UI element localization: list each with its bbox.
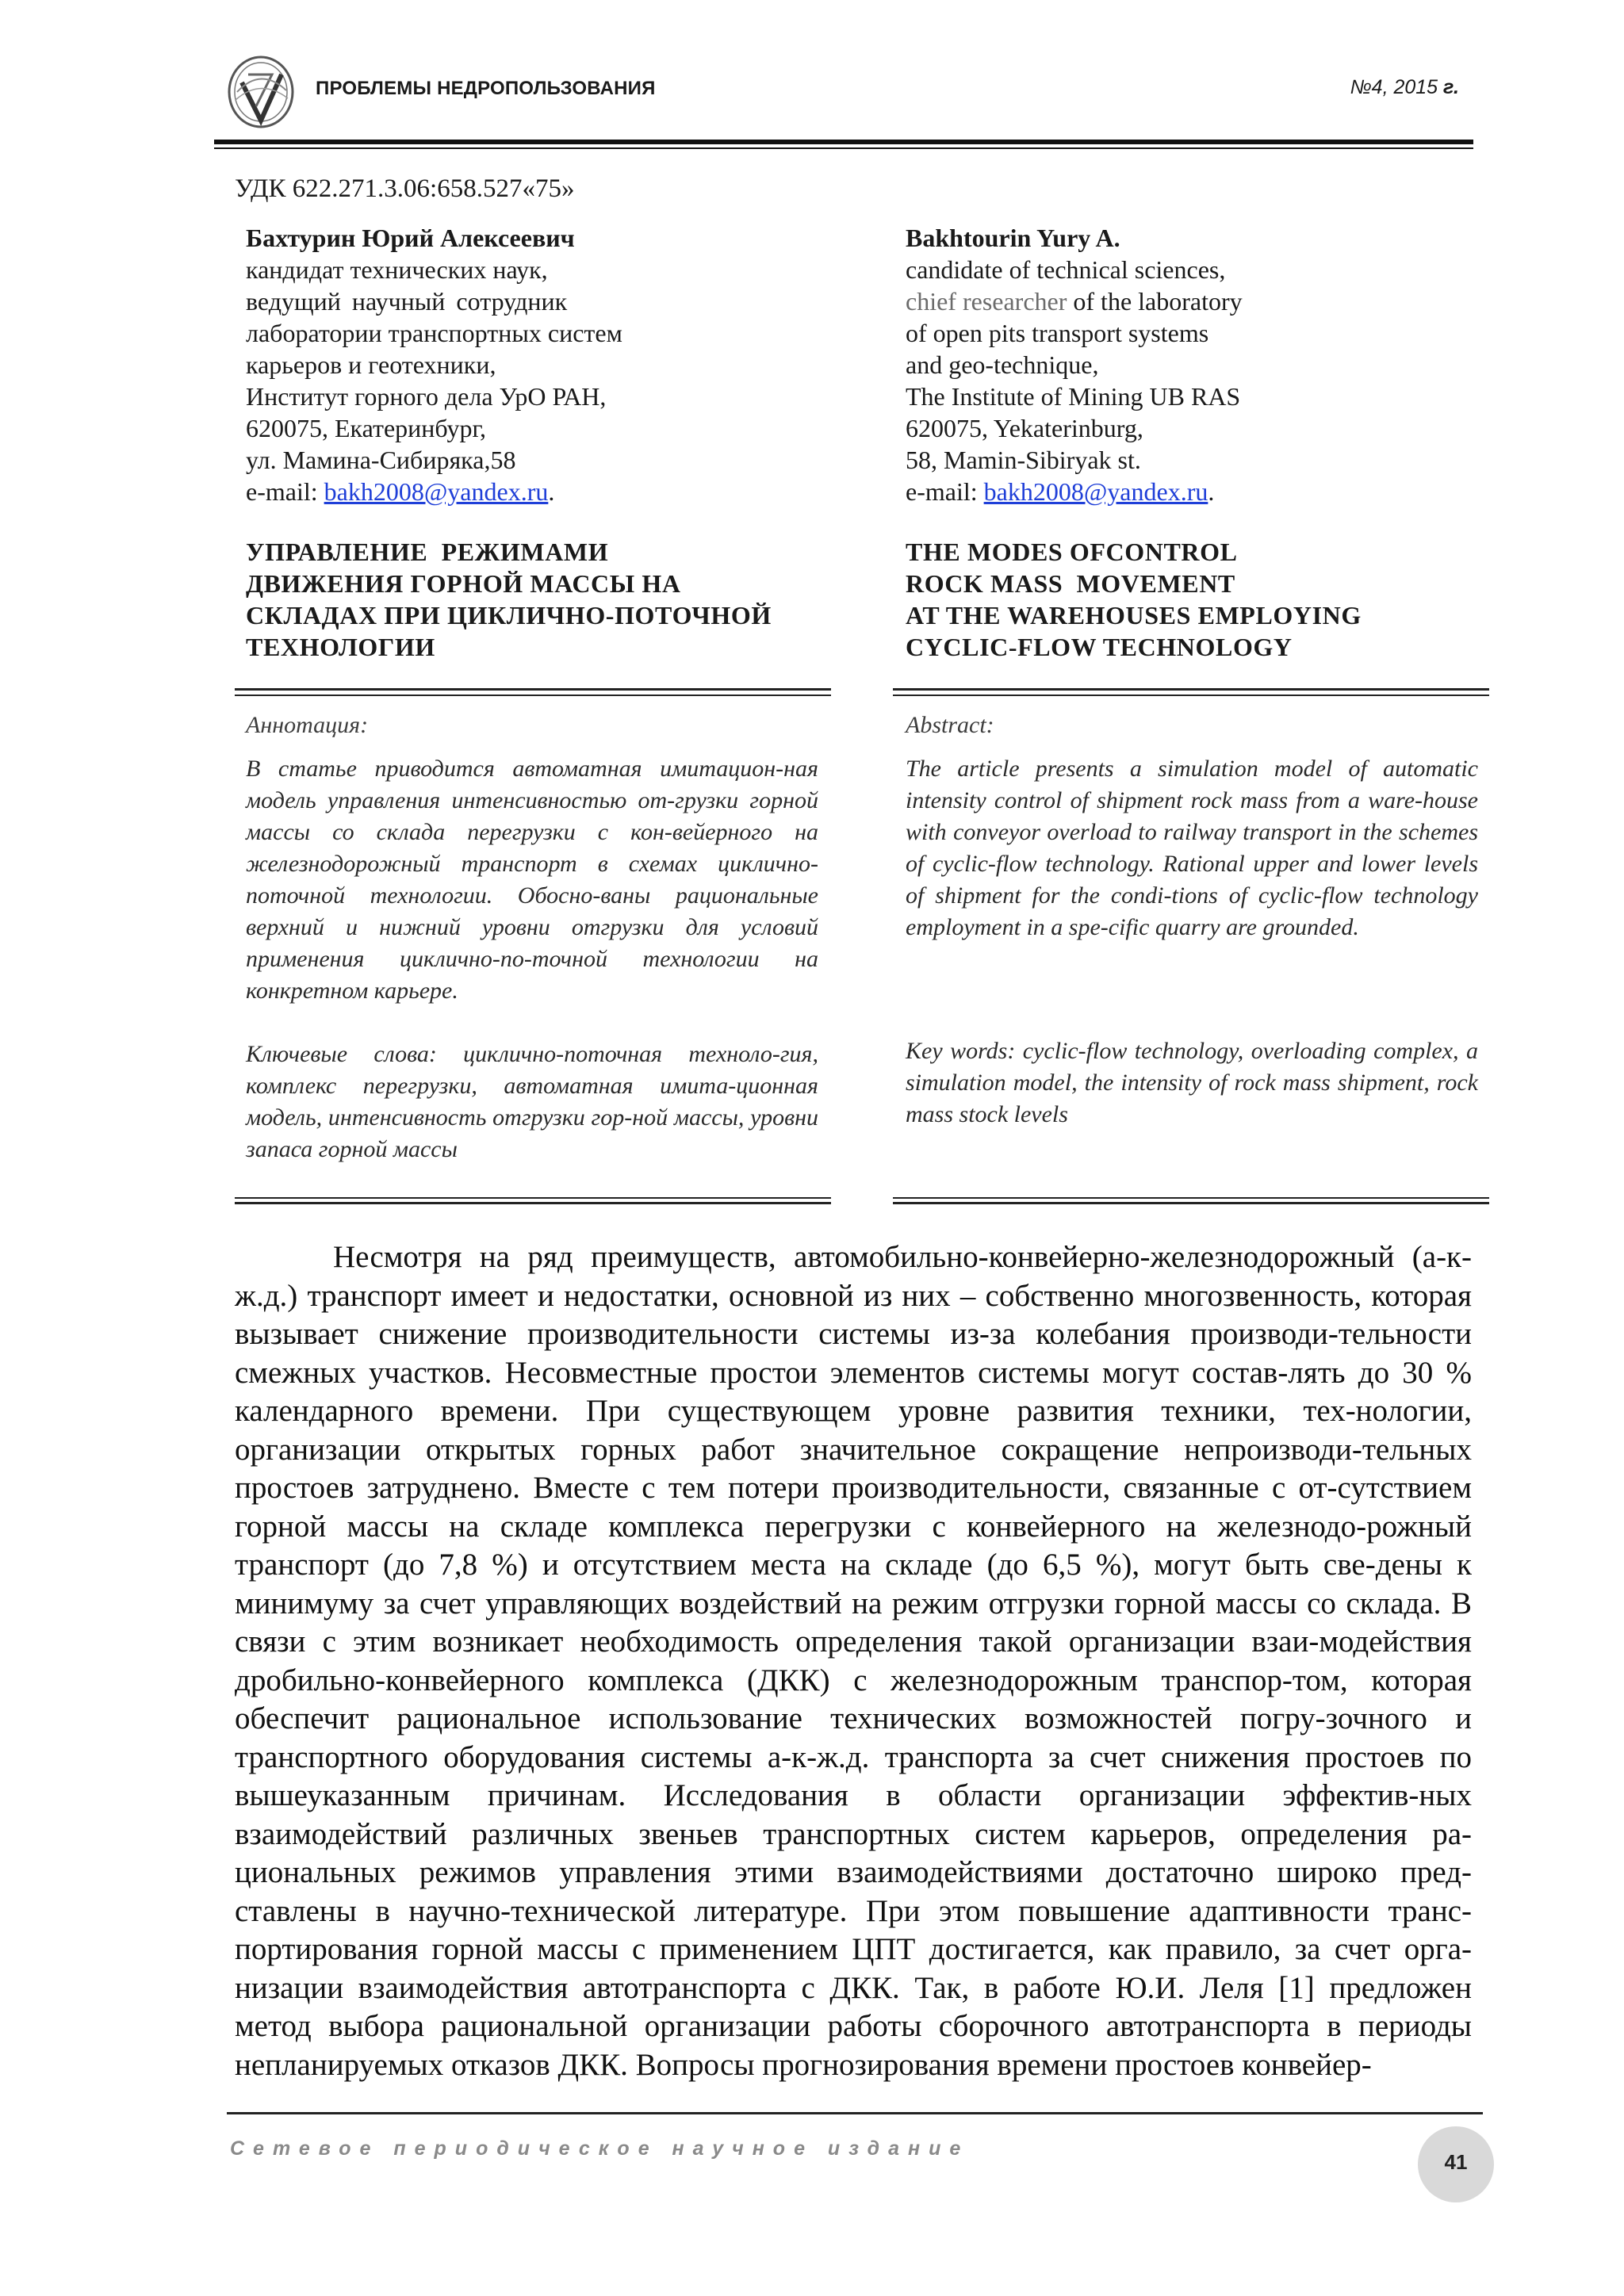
author-name-en: Bakhtourin Yury A. (906, 224, 1120, 252)
author-line: of open pits transport systems (906, 319, 1209, 347)
abstract-text-en: The article presents a simulation model of automatic intensity control of shipment rock mass from a ware-house with conveyor overload to railway transport in the schemes of cyclic-flow technology. Rational upper and lower levels of shipment for the condi-tions of cyclic-flow technology employment in a spe-cific quarry are grounded. (906, 756, 1478, 940)
author-info-ru (246, 222, 833, 507)
udk-code: УДК 622.271.3.06:658.527«75» (235, 174, 575, 203)
author-line: and geo-technique, (906, 350, 1099, 379)
email-line-ru: e-mail: bakh2008@yandex.ru. (246, 477, 555, 506)
abstract-label-ru: Аннотация: (246, 712, 369, 738)
footer-text: Сетевое периодическое научное издание (230, 2137, 970, 2160)
footer-rule (227, 2112, 1483, 2114)
section-rule (893, 1197, 1489, 1199)
author-line: 620075, Yekaterinburg, (906, 414, 1143, 442)
author-line: 620075, Екатеринбург, (246, 414, 486, 442)
abstract-en (906, 712, 1478, 1127)
page-number: 41 (1444, 2150, 1468, 2174)
author-line: 58, Mamin-Sibiryak st. (906, 446, 1141, 474)
keywords-en: Key words: cyclic-flow technology, overloading complex, a simulation model, the intensity of rock mass shipment, rock mass stock levels (906, 1038, 1478, 1127)
abstract-text-ru: В статье приводится автоматная имитацион-ная модель управления интенсивностью от-грузки горной массы со склада перегрузки с кон-вейерного на железнодорожный транспорт в схемах циклично-поточной технологии. Обосно-ваны рациональные верхний и нижний уровни отгрузки для условий применения циклично-по-точной технологии на конкретном карьере. (246, 756, 818, 1004)
author-line: ул. Мамина-Сибиряка,58 (246, 446, 516, 474)
body-paragraph: Несмотря на ряд преимуществ, автомобильно-конвейерно-железнодорожный (а-к-ж.д.) транспорт имеет и недостатки, основной из них – собственно многозвенность, которая вызывает снижение производительности системы из-за колебания производи-тельности смежных участков. Несовместные простои элементов системы могут состав-лять до 30 % календарного времени. При существующем уровне развития техники, тех-нологии, организации открытых горных работ значительное сокращение непроизводи-тельных простоев затруднено. Вместе с тем потери производительности, связанные с от-сутствием горной массы на складе комплекса перегрузки с конвейерного на железнодо-рожный транспорт (до 7,8 %) и отсутствием места на складе (до 6,5 %), могут быть све-дены к минимуму за счет управляющих воздействий на режим отгрузки горной массы со склада. В связи с этим возникает необходимость определения такой организации взаи-модействия дробильно-конвейерного комплекса (ДКК) с железнодорожным транспор-том, которая обеспечит рациональное использование технических возможностей погру-зочного и транспортного оборудования системы а-к-ж.д. транспорта за счет снижения простоев по вышеуказанным причинам. Исследования в области организации эффектив-ных взаимодействий различных звеньев транспортных систем карьеров, определения ра-циональных режимов управления этими взаимодействиями достаточно широко пред-ставлены в научно-технической литературе. При этом повышение адаптивности транс-портирования горной массы с применением ЦПТ достигается, как правило, за счет орга-низации взаимодействия автотранспорта с ДКК. Так, в работе Ю.И. Леля [1] предложен метод выбора рациональной организации работы сборочного автотранспорта в периоды непланируемых отказов ДКК. Вопросы прогнозирования времени простоев конвейер- (235, 1240, 1472, 2082)
author-line: The Institute of Mining UB RAS (906, 382, 1241, 411)
article-title-en: THE MODES OFCONTROL ROCK MASS MOVEMENT AT THE WAREHOUSES EMPLOYING CYCLIC-FLOW TECHNOLOGY (906, 538, 1362, 661)
author-line: лаборатории транспортных систем (246, 319, 622, 347)
email-link[interactable]: bakh2008@yandex.ru (983, 477, 1208, 506)
author-line: карьеров и геотехники, (246, 350, 496, 379)
author-line: candidate of technical sciences, (906, 255, 1226, 284)
section-rule (235, 695, 831, 696)
journal-title: ПРОБЛЕМЫ НЕДРОПОЛЬЗОВАНИЯ (316, 78, 656, 99)
keywords-ru: Ключевые слова: циклично-поточная техноло-гия, комплекс перегрузки, автоматная имита-ционная модель, интенсивность отгрузки гор-ной массы, уровни запаса горной массы (246, 1041, 818, 1162)
email-line-en: e-mail: bakh2008@yandex.ru. (906, 477, 1215, 506)
article-title-ru: УПРАВЛЕНИЕ РЕЖИМАМИ ДВИЖЕНИЯ ГОРНОЙ МАССЫ НА СКЛАДАХ ПРИ ЦИКЛИЧНО-ПОТОЧНОЙ ТЕХНОЛОГИИ (246, 538, 772, 661)
author-line: chief researcher of the laboratory (906, 287, 1243, 316)
abstract-label-en: Abstract: (906, 712, 994, 738)
journal-logo (224, 51, 301, 138)
section-rule (893, 1202, 1489, 1204)
issue-number: №4, 2015 г. (1350, 76, 1459, 98)
abstract-ru (246, 712, 818, 1165)
section-rule (235, 688, 831, 691)
author-line: Институт горного дела УрО РАН, (246, 382, 607, 411)
author-info-en (906, 222, 1484, 507)
header-rule (214, 140, 1473, 144)
author-name-ru: Бахтурин Юрий Алексеевич (246, 224, 575, 252)
header-rule-thin (214, 147, 1473, 149)
section-rule (893, 688, 1489, 691)
email-link[interactable]: bakh2008@yandex.ru (324, 477, 549, 506)
author-line: кандидат технических наук, (246, 255, 548, 284)
section-rule (893, 695, 1489, 696)
author-line: ведущий научный сотрудник (246, 287, 568, 316)
section-rule (235, 1197, 831, 1199)
section-rule (235, 1202, 831, 1204)
